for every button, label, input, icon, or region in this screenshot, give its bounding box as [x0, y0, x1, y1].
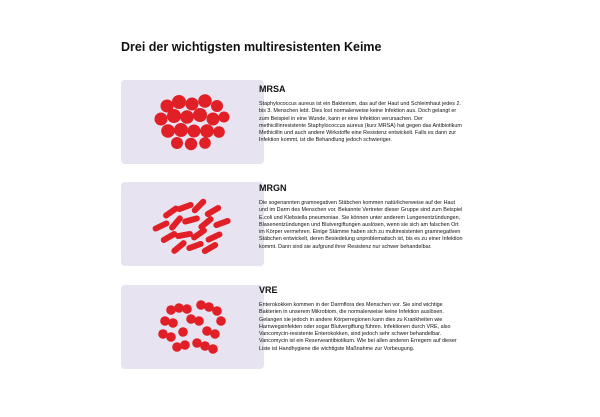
mrgn-illustration-panel — [121, 182, 264, 266]
section-heading: MRSA — [259, 84, 286, 94]
section-text: Enterokokken kommen in der Darmflora des Menschen vor. Sie sind wichtige Bakterien in unserem Mikrobiom, die normalerweise keine Infektion auslösen. Gelangen sie jedoch in andere Körperregionen kann dies zu Krankheiten wie Harnwegsinfekten oder sogar Blutvergiftung führen. Infektionen durch VRE, also Vancomycin-resistente Enterokokken, sind jedoch sehr schwer behandelbar. Vancomycin ist ein Reserveantibiotikum. Wie bei allen anderen Erregern auf dieser Liste ist Handhygiene die wichtigste Maßnahme zur Vorbeugung. — [259, 302, 457, 352]
section-text: Staphylococcus aureus ist ein Bakterium, das auf der Haut und Schleimhaut jedes 2. bis 3. Menschen lebt. Dies lost normalerweise keine Infektion aus. Doch gelangt er zum Beispiel in eine Wunde, kann er eine Infektion verursachen. Der methicillinresistente Staphylococcus aureus (kurz MRSA) hat gegen das Antibiotikum Methicillin und auch andere Wirkstoffe eine Resistenz entwickelt. Falls es dann zur Infektion kommt, ist die Behandlung jedoch schwieriger. — [259, 101, 462, 144]
section-text: Die sogenannten gramnegativen Stäbchen kommen natürlicherweise auf der Haut und im Darm des Menschen vor. Bekannte Vertreter dieser Gruppe sind zum Beispiel E.coli und Klebsiella pneumoniae. Sie können unter anderem Lungenentzündungen, Blasenentzündungen und Blutvergiftungen auslösen, wenn sie sich am falschen Ort im Körper vermehren. Einige Stämme haben sich zu multiresistenten gramnegativen Stäbchen entwickelt, deren Besiedelung unproblematisch ist, bis es zu einer Infektion kommt. Dann sind sie aufgrund ihrer Resistenz nur schwer behandelbar. — [259, 200, 463, 250]
section-heading: MRGN — [259, 183, 287, 193]
section-heading: VRE — [259, 285, 278, 295]
rod-bacteria-cluster-icon — [121, 182, 264, 266]
vre-illustration-panel — [121, 285, 264, 369]
coccus-chain-icon — [121, 285, 264, 369]
round-bacteria-cluster-icon — [121, 80, 264, 164]
page-title: Drei der wichtigsten multiresistenten Keime — [121, 40, 382, 54]
mrsa-illustration-panel — [121, 80, 264, 164]
